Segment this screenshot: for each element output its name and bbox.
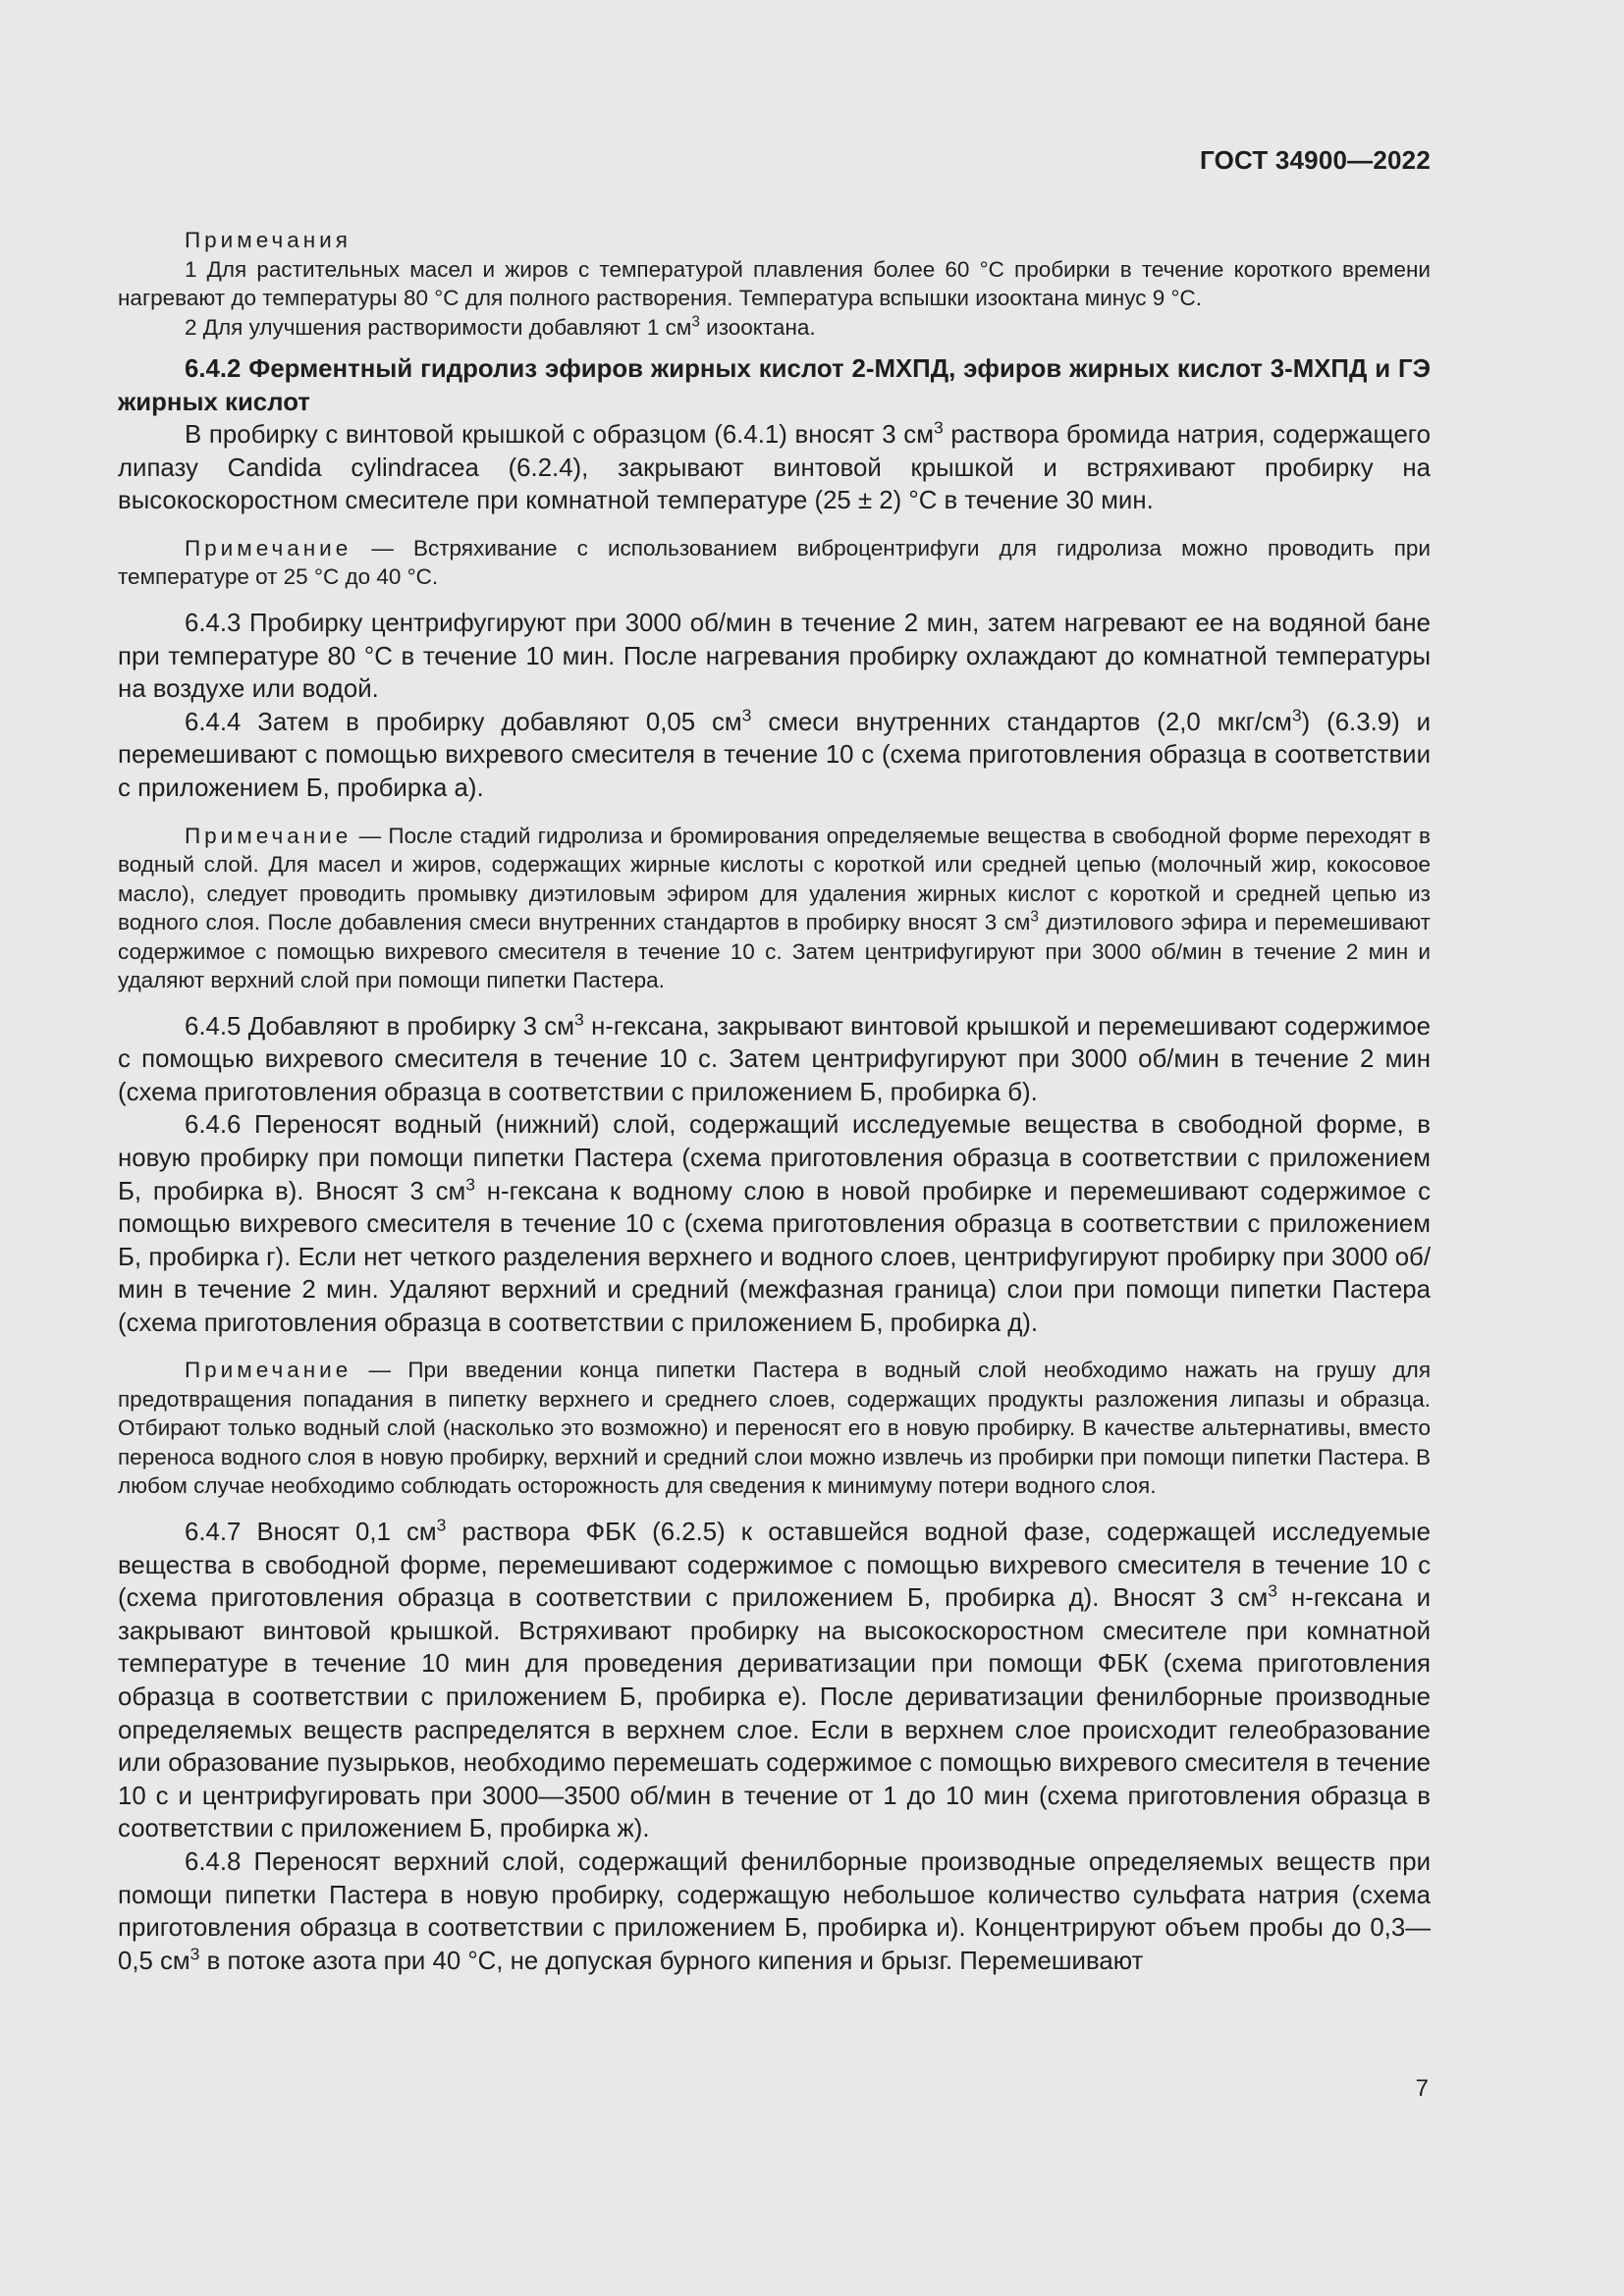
section-6-4-2-text: В пробирку с винтовой крышкой с образцом (6.4.1) вносят 3 $см^3$ раствора бромида натрия, содержащего липазу Candida cylindracea (6.2.4), закрывают винтовой крышкой и встряхивают пробирку на высокоскоростном смесителе при комнатной температуре (25 ± 2) °С в течение 30 мин. (118, 417, 1431, 515)
note-2: 2 Для улучшения растворимости добавляют 1 $см^3$ изооктана. (185, 313, 816, 340)
section-6-4-2-heading: 6.4.2 Ферментный гидролиз эфиров жирных кислот 2-МХПД, эфиров жирных кислот 3-МХПД и ГЭ жирных кислот (118, 355, 1431, 416)
page-content (118, 226, 1431, 1978)
section-6-4-8: 6.4.8 Переносят верхний слой, содержащий фенилборные производные определяемых веществ при помощи пипетки Пастера в новую пробирку, содержащую небольшое количество сульфата натрия (схема приготовления образца в соответствии с приложением Б, пробирка и). Концентрируют объем пробы до 0,3—0,5 $см^3$ в потоке азота при 40 °С, не допуская бурного кипения и брызг. Перемешивают (118, 1847, 1431, 1975)
section-6-4-6: 6.4.6 Переносят водный (нижний) слой, содержащий исследуемые вещества в свободной форме, в новую пробирку при помощи пипетки Пастера (схема приготовления образца в соответствии с приложением Б, пробирка в). Вносят 3 $см^3$ н-гексана к водному слою в новой пробирке и перемешивают содержимое с помощью вихревого смесителя в течение 10 с (схема приготовления образца в соответствии с приложением Б, пробирка г). Если нет четкого разделения верхнего и водного слоев, центрифугируют пробирку при 3000 об/мин в течение 2 мин. Удаляют верхний и средний (межфазная граница) слои при помощи пипетки Пастера (схема приготовления образца в соответствии с приложением Б, пробирка д). (118, 1111, 1431, 1337)
notes-title: Примечания (185, 228, 352, 252)
section-6-4-4: 6.4.4 Затем в пробирку добавляют 0,05 $см^3$ смеси внутренних стандартов (2,0 мкг/$см^3$) (6.3.9) и перемешивают с помощью вихревого смесителя в течение 10 с (схема приготовления образца в соответствии с приложением Б, пробирка а). (118, 705, 1431, 802)
section-6-4-3: 6.4.3 Пробирку центрифугируют при 3000 об/мин в течение 2 мин, затем нагревают ее на водяной бане при температуре 80 °С в течение 10 мин. После нагревания пробирку охлаждают до комнатной температуры на воздухе или водой. (118, 609, 1431, 704)
note-shaking: Примечание — Встряхивание с использованием виброцентрифуги для гидролиза можно проводить при температуре от 25 °С до 40 °С. (118, 535, 1431, 590)
note-pipette: Примечание — При введении конца пипетки Пастера в водный слой необходимо нажать на грушу для предотвращения попадания в пипетку верхнего и среднего слоев, содержащих продукты разложения липазы и образца. Отбирают только водный слой (насколько это возможно) и переносят его в новую пробирку. В качестве альтернативы, вместо переноса водного слоя в новую пробирку, верхний и средний слои можно извлечь из пробирки при помощи пипетки Пастера. В любом случае необходимо соблюдать осторожность для сведения к минимуму потери водного слоя. (118, 1358, 1431, 1499)
page-number: 7 (1415, 2075, 1429, 2102)
document-number-header: ГОСТ 34900—2022 (1200, 145, 1431, 175)
note-hydrolysis: Примечание — После стадий гидролиза и бромирования определяемые вещества в свободной форме переходят в водный слой. Для масел и жиров, содержащих жирные кислоты с короткой или средней цепью (молочный жир, кокосовое масло), следует проводить промывку диэтиловым эфиром для удаления жирных кислот с короткой и средней цепью из водного слоя. После добавления смеси внутренних стандартов в пробирку вносят 3 $см^3$ диэтилового эфира и перемешивают содержимое с помощью вихревого смесителя в течение 10 с. Затем центрифугируют при 3000 об/мин в течение 2 мин и удаляют верхний слой при помощи пипетки Пастера. (118, 823, 1431, 993)
section-6-4-5: 6.4.5 Добавляют в пробирку 3 $см^3$ н-гексана, закрывают винтовой крышкой и перемешивают содержимое с помощью вихревого смесителя в течение 10 с. Затем центрифугируют при 3000 об/мин в течение 2 мин (схема приготовления образца в соответствии с приложением Б, пробирка б). (118, 1008, 1432, 1106)
note-1: 1 Для растительных масел и жиров с температурой плавления более 60 °С пробирки в течение короткого времени нагревают до температуры 80 °С для полного растворения. Температура вспышки изооктана минус 9 °С. (118, 256, 1431, 310)
section-6-4-7: 6.4.7 Вносят 0,1 $см^3$ раствора ФБК (6.2.5) к оставшейся водной фазе, содержащей исследуемые вещества в свободной форме, перемешивают содержимое с помощью вихревого смесителя в течение 10 с (схема приготовления образца в соответствии с приложением Б, пробирка д). Вносят 3 $см^3$ н-гексана и закрывают винтовой крышкой. Встряхивают пробирку на высокоскоростном смесителе при комнатной температуре в течение 10 мин для проведения дериватизации при помощи ФБК (схема приготовления образца в соответствии с приложением Б, пробирка е). После дериватизации фенилборные производные определяемых веществ распределятся в верхнем слое. Если в верхнем слое происходит гелеобразование или образование пузырьков, необходимо перемешать содержимое с помощью вихревого смесителя в течение 10 с и центрифугировать при 3000—3500 об/мин в течение от 1 до 10 мин (схема приготовления образца в соответствии с приложением Б, пробирка ж). (118, 1515, 1431, 1843)
